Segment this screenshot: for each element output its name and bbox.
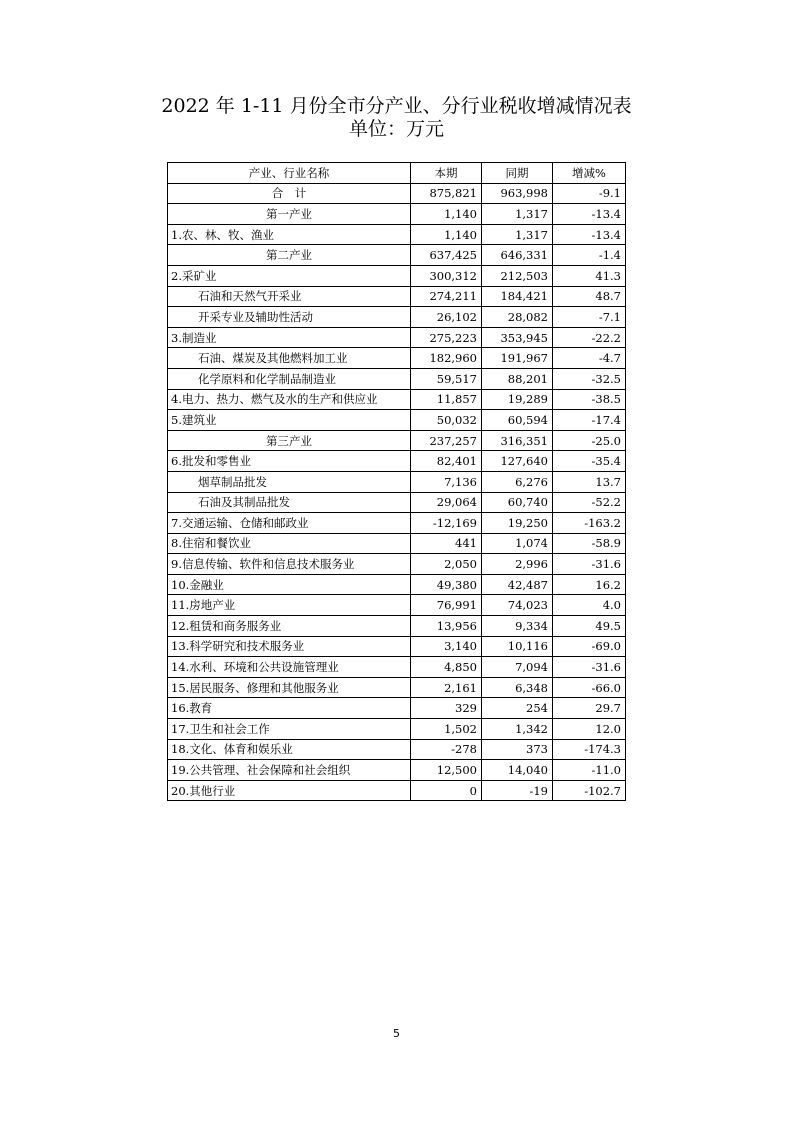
previous-value-cell: 10,116 xyxy=(482,636,553,657)
table-row xyxy=(168,410,626,431)
previous-value-cell: 1,074 xyxy=(482,533,553,554)
table-row xyxy=(168,760,626,781)
current-value-cell: 82,401 xyxy=(411,451,482,472)
current-value-cell: -12,169 xyxy=(411,513,482,534)
industry-name-cell: 3.制造业 xyxy=(168,327,411,348)
current-value-cell: 26,102 xyxy=(411,307,482,328)
previous-value-cell: 6,348 xyxy=(482,677,553,698)
header-current: 本期 xyxy=(411,163,482,184)
current-value-cell: 59,517 xyxy=(411,368,482,389)
table-header-row xyxy=(168,163,626,184)
header-previous: 同期 xyxy=(482,163,553,184)
current-value-cell: 3,140 xyxy=(411,636,482,657)
table-row xyxy=(168,348,626,369)
current-value-cell: 1,502 xyxy=(411,719,482,740)
industry-name-cell: 20.其他行业 xyxy=(168,780,411,801)
industry-name-cell: 石油及其制品批发 xyxy=(168,492,411,513)
current-value-cell: 441 xyxy=(411,533,482,554)
tax-table xyxy=(167,162,626,801)
current-value-cell: 275,223 xyxy=(411,327,482,348)
change-percent-cell: -102.7 xyxy=(553,780,626,801)
table-row xyxy=(168,368,626,389)
table-row xyxy=(168,451,626,472)
current-value-cell: 50,032 xyxy=(411,410,482,431)
change-percent-cell: -31.6 xyxy=(553,657,626,678)
table-row xyxy=(168,677,626,698)
current-value-cell: 300,312 xyxy=(411,265,482,286)
industry-name-cell: 石油和天然气开采业 xyxy=(168,286,411,307)
table-row xyxy=(168,389,626,410)
industry-name-cell: 11.房地产业 xyxy=(168,595,411,616)
change-percent-cell: -17.4 xyxy=(553,410,626,431)
current-value-cell: 182,960 xyxy=(411,348,482,369)
current-value-cell: 49,380 xyxy=(411,574,482,595)
previous-value-cell: 60,594 xyxy=(482,410,553,431)
previous-value-cell: 7,094 xyxy=(482,657,553,678)
change-percent-cell: -38.5 xyxy=(553,389,626,410)
previous-value-cell: 1,317 xyxy=(482,204,553,225)
header-industry: 产业、行业名称 xyxy=(168,163,411,184)
previous-value-cell: 316,351 xyxy=(482,430,553,451)
previous-value-cell: 2,996 xyxy=(482,554,553,575)
unit-label: 单位：万元 xyxy=(348,118,444,140)
change-percent-cell: -13.4 xyxy=(553,224,626,245)
change-percent-cell: -163.2 xyxy=(553,513,626,534)
industry-name-cell: 开采专业及辅助性活动 xyxy=(168,307,411,328)
change-percent-cell: -13.4 xyxy=(553,204,626,225)
table-row xyxy=(168,657,626,678)
previous-value-cell: 19,250 xyxy=(482,513,553,534)
table-row xyxy=(168,739,626,760)
previous-value-cell: 19,289 xyxy=(482,389,553,410)
change-percent-cell: 49.5 xyxy=(553,616,626,637)
industry-name-cell: 13.科学研究和技术服务业 xyxy=(168,636,411,657)
industry-name-cell: 18.文化、体育和娱乐业 xyxy=(168,739,411,760)
change-percent-cell: -69.0 xyxy=(553,636,626,657)
document-title: 2022 年 1-11 月份全市分产业、分行业税收增减情况表 xyxy=(161,95,632,117)
industry-name-cell: 14.水利、环境和公共设施管理业 xyxy=(168,657,411,678)
current-value-cell: 2,161 xyxy=(411,677,482,698)
change-percent-cell: -35.4 xyxy=(553,451,626,472)
header-change: 增减% xyxy=(553,163,626,184)
table-row xyxy=(168,430,626,451)
table-row xyxy=(168,616,626,637)
change-percent-cell: -66.0 xyxy=(553,677,626,698)
industry-name-cell: 第二产业 xyxy=(168,245,411,266)
change-percent-cell: -52.2 xyxy=(553,492,626,513)
current-value-cell: 13,956 xyxy=(411,616,482,637)
industry-name-cell: 19.公共管理、社会保障和社会组织 xyxy=(168,760,411,781)
change-percent-cell: -32.5 xyxy=(553,368,626,389)
previous-value-cell: 60,740 xyxy=(482,492,553,513)
previous-value-cell: 1,317 xyxy=(482,224,553,245)
previous-value-cell: 1,342 xyxy=(482,719,553,740)
table-row xyxy=(168,595,626,616)
current-value-cell: 76,991 xyxy=(411,595,482,616)
industry-name-cell: 化学原料和化学制品制造业 xyxy=(168,368,411,389)
previous-value-cell: 184,421 xyxy=(482,286,553,307)
current-value-cell: 12,500 xyxy=(411,760,482,781)
table-row xyxy=(168,265,626,286)
change-percent-cell: 13.7 xyxy=(553,471,626,492)
previous-value-cell: 14,040 xyxy=(482,760,553,781)
page-number: 5 xyxy=(393,1027,400,1040)
industry-name-cell: 9.信息传输、软件和信息技术服务业 xyxy=(168,554,411,575)
change-percent-cell: 16.2 xyxy=(553,574,626,595)
change-percent-cell: -58.9 xyxy=(553,533,626,554)
change-percent-cell: -9.1 xyxy=(553,183,626,204)
industry-name-cell: 8.住宿和餐饮业 xyxy=(168,533,411,554)
previous-value-cell: 373 xyxy=(482,739,553,760)
current-value-cell: 11,857 xyxy=(411,389,482,410)
previous-value-cell: 353,945 xyxy=(482,327,553,348)
change-percent-cell: 12.0 xyxy=(553,719,626,740)
table-row xyxy=(168,204,626,225)
industry-name-cell: 15.居民服务、修理和其他服务业 xyxy=(168,677,411,698)
table-row xyxy=(168,307,626,328)
industry-name-cell: 合 计 xyxy=(168,183,411,204)
change-percent-cell: -174.3 xyxy=(553,739,626,760)
table-row xyxy=(168,533,626,554)
previous-value-cell: 74,023 xyxy=(482,595,553,616)
industry-name-cell: 1.农、林、牧、渔业 xyxy=(168,224,411,245)
previous-value-cell: -19 xyxy=(482,780,553,801)
current-value-cell: 0 xyxy=(411,780,482,801)
table-row xyxy=(168,286,626,307)
table-row xyxy=(168,471,626,492)
industry-name-cell: 16.教育 xyxy=(168,698,411,719)
change-percent-cell: -7.1 xyxy=(553,307,626,328)
industry-name-cell: 2.采矿业 xyxy=(168,265,411,286)
industry-name-cell: 10.金融业 xyxy=(168,574,411,595)
current-value-cell: 1,140 xyxy=(411,204,482,225)
table-row xyxy=(168,780,626,801)
table-row xyxy=(168,245,626,266)
industry-name-cell: 7.交通运输、仓储和邮政业 xyxy=(168,513,411,534)
change-percent-cell: -4.7 xyxy=(553,348,626,369)
industry-name-cell: 第三产业 xyxy=(168,430,411,451)
previous-value-cell: 212,503 xyxy=(482,265,553,286)
change-percent-cell: 41.3 xyxy=(553,265,626,286)
change-percent-cell: -31.6 xyxy=(553,554,626,575)
change-percent-cell: 4.0 xyxy=(553,595,626,616)
change-percent-cell: 48.7 xyxy=(553,286,626,307)
previous-value-cell: 9,334 xyxy=(482,616,553,637)
current-value-cell: 29,064 xyxy=(411,492,482,513)
previous-value-cell: 254 xyxy=(482,698,553,719)
industry-name-cell: 17.卫生和社会工作 xyxy=(168,719,411,740)
table-row xyxy=(168,636,626,657)
change-percent-cell: -25.0 xyxy=(553,430,626,451)
change-percent-cell: 29.7 xyxy=(553,698,626,719)
previous-value-cell: 28,082 xyxy=(482,307,553,328)
current-value-cell: 2,050 xyxy=(411,554,482,575)
previous-value-cell: 42,487 xyxy=(482,574,553,595)
current-value-cell: 637,425 xyxy=(411,245,482,266)
current-value-cell: 329 xyxy=(411,698,482,719)
table-row xyxy=(168,224,626,245)
industry-name-cell: 12.租赁和商务服务业 xyxy=(168,616,411,637)
current-value-cell: 274,211 xyxy=(411,286,482,307)
change-percent-cell: -11.0 xyxy=(553,760,626,781)
previous-value-cell: 191,967 xyxy=(482,348,553,369)
current-value-cell: 7,136 xyxy=(411,471,482,492)
industry-name-cell: 6.批发和零售业 xyxy=(168,451,411,472)
table-row xyxy=(168,327,626,348)
previous-value-cell: 127,640 xyxy=(482,451,553,472)
previous-value-cell: 646,331 xyxy=(482,245,553,266)
previous-value-cell: 6,276 xyxy=(482,471,553,492)
industry-name-cell: 烟草制品批发 xyxy=(168,471,411,492)
industry-name-cell: 第一产业 xyxy=(168,204,411,225)
industry-name-cell: 石油、煤炭及其他燃料加工业 xyxy=(168,348,411,369)
industry-name-cell: 5.建筑业 xyxy=(168,410,411,431)
change-percent-cell: -1.4 xyxy=(553,245,626,266)
current-value-cell: 1,140 xyxy=(411,224,482,245)
table-row xyxy=(168,513,626,534)
table-row xyxy=(168,719,626,740)
previous-value-cell: 963,998 xyxy=(482,183,553,204)
current-value-cell: -278 xyxy=(411,739,482,760)
table-row xyxy=(168,574,626,595)
table-row xyxy=(168,698,626,719)
table-row xyxy=(168,492,626,513)
industry-name-cell: 4.电力、热力、燃气及水的生产和供应业 xyxy=(168,389,411,410)
table-row xyxy=(168,554,626,575)
change-percent-cell: -22.2 xyxy=(553,327,626,348)
current-value-cell: 875,821 xyxy=(411,183,482,204)
previous-value-cell: 88,201 xyxy=(482,368,553,389)
current-value-cell: 237,257 xyxy=(411,430,482,451)
table-row xyxy=(168,183,626,204)
current-value-cell: 4,850 xyxy=(411,657,482,678)
